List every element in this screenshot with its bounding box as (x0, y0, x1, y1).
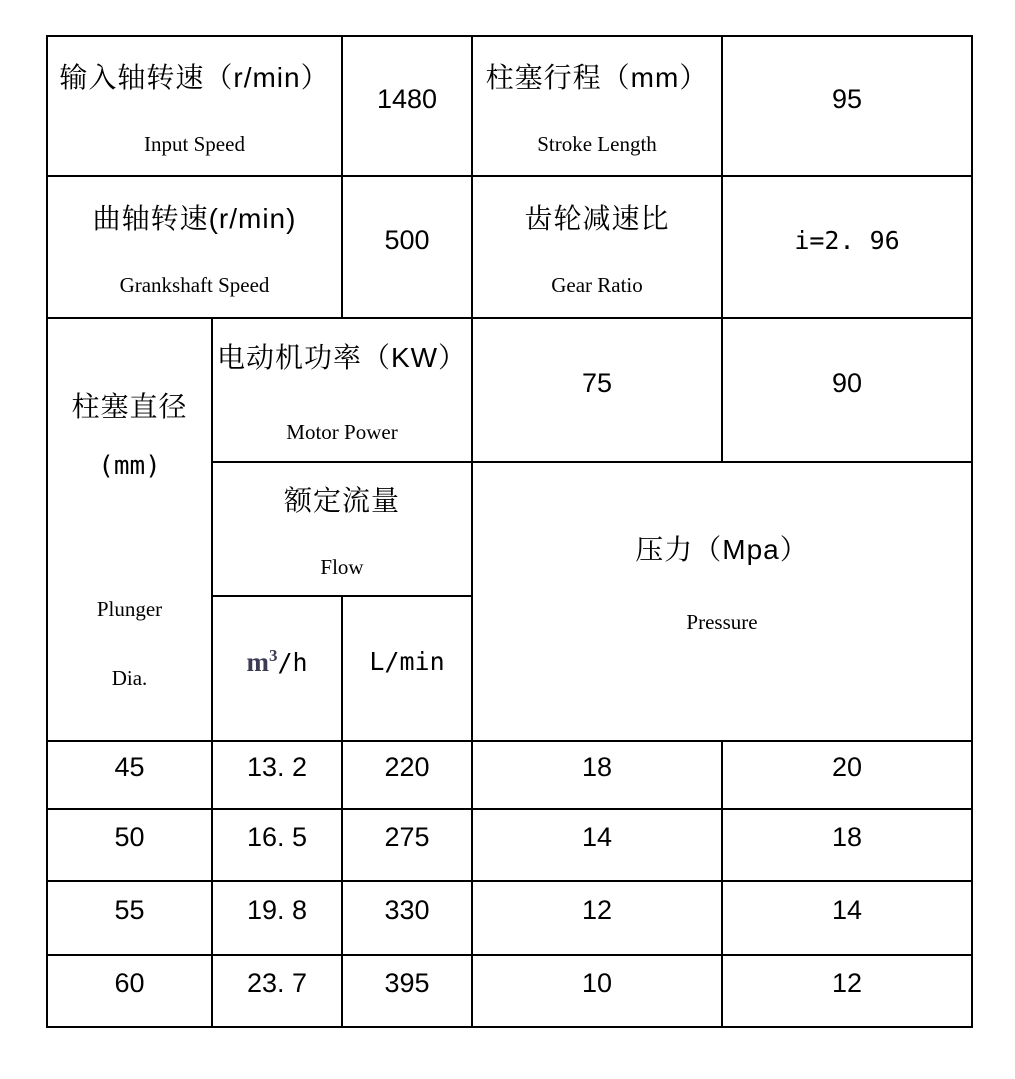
cell-flow-unit-lmin: L/min (342, 596, 472, 741)
cell-pressure-b-45: 20 (722, 741, 972, 809)
table-row-data-55 (47, 881, 972, 955)
cell-crankshaft-speed-label (47, 176, 342, 318)
motor-power-label-en: Motor Power (286, 419, 398, 444)
table-row-data-60 (47, 955, 972, 1027)
m3h-unit-base (246, 647, 277, 677)
stroke-length-label (473, 56, 721, 157)
cell-pressure-b-50: 18 (722, 809, 972, 881)
input-speed-label-en: Input Speed (144, 131, 245, 156)
cell-lmin-60: 395 (342, 955, 472, 1027)
pressure-label-zh: 压力（Mpa） (635, 534, 809, 565)
spec-table (46, 35, 973, 1028)
pressure-label-en: Pressure (686, 610, 758, 634)
motor-power-label-zh: 电动机功率（KW） (216, 341, 468, 373)
plunger-dia-label-en2: Dia. (111, 665, 148, 690)
cell-gear-ratio-label (472, 176, 722, 318)
cell-m3h-50: 16. 5 (212, 809, 342, 881)
cell-flow-label (212, 462, 472, 596)
cell-input-speed-value: 1480 (342, 36, 472, 176)
cell-motor-power-label (212, 318, 472, 462)
table-row-input-speed (47, 36, 972, 176)
motor-power-label (213, 336, 471, 445)
cell-pressure-b-60: 12 (722, 955, 972, 1027)
gear-ratio-label-en: Gear Ratio (551, 272, 643, 297)
cell-dia-60: 60 (47, 955, 212, 1027)
plunger-dia-unit: (mm) (98, 450, 161, 481)
cell-m3h-45: 13. 2 (212, 741, 342, 809)
cell-dia-45: 45 (47, 741, 212, 809)
cell-m3h-55: 19. 8 (212, 881, 342, 955)
m3h-unit-exponent: 3 (268, 645, 278, 665)
flow-label-zh: 额定流量 (283, 484, 400, 516)
stroke-length-label-zh: 柱塞行程（mm） (485, 61, 709, 93)
cell-pressure-a-55: 12 (472, 881, 722, 955)
cell-pressure-a-60: 10 (472, 955, 722, 1027)
flow-label-en: Flow (320, 554, 364, 579)
cell-crankshaft-speed-value: 500 (342, 176, 472, 318)
input-speed-label (48, 56, 341, 157)
gear-ratio-label-zh: 齿轮减速比 (524, 202, 670, 234)
stroke-length-label-en: Stroke Length (537, 131, 657, 156)
cell-pressure-b-55: 14 (722, 881, 972, 955)
cell-dia-50: 50 (47, 809, 212, 881)
flow-label (213, 479, 471, 580)
cell-lmin-45: 220 (342, 741, 472, 809)
input-speed-label-zh: 输入轴转速（r/min） (59, 61, 330, 93)
cell-plunger-dia-header (47, 318, 212, 741)
crankshaft-speed-label-zh: 曲轴转速(r/min) (92, 202, 297, 234)
crankshaft-speed-label (48, 197, 341, 298)
cell-gear-ratio-value: i=2. 96 (722, 176, 972, 318)
cell-flow-unit-m3h (212, 596, 342, 741)
cell-lmin-50: 275 (342, 809, 472, 881)
gear-ratio-label (473, 197, 721, 298)
m3h-unit-letter: m (246, 646, 269, 677)
cell-stroke-length-value: 95 (722, 36, 972, 176)
cell-pressure-label (472, 462, 972, 741)
cell-pressure-a-50: 14 (472, 809, 722, 881)
cell-motor-power-value2: 90 (722, 318, 972, 462)
plunger-dia-header (48, 369, 211, 691)
plunger-dia-label-zh: 柱塞直径 (71, 390, 188, 422)
cell-dia-55: 55 (47, 881, 212, 955)
table-row-crankshaft-speed (47, 176, 972, 318)
table-row-data-50 (47, 809, 972, 881)
cell-m3h-60: 23. 7 (212, 955, 342, 1027)
cell-stroke-length-label (472, 36, 722, 176)
table-row-data-45 (47, 741, 972, 809)
plunger-dia-label-en1: Plunger (96, 596, 163, 621)
cell-lmin-55: 330 (342, 881, 472, 955)
m3h-unit-per-hour: /h (277, 647, 308, 677)
crankshaft-speed-label-en: Grankshaft Speed (119, 272, 270, 297)
pressure-label (473, 528, 971, 635)
cell-input-speed-label (47, 36, 342, 176)
cell-motor-power-value1: 75 (472, 318, 722, 462)
cell-pressure-a-45: 18 (472, 741, 722, 809)
table-row-motor-power (47, 318, 972, 462)
